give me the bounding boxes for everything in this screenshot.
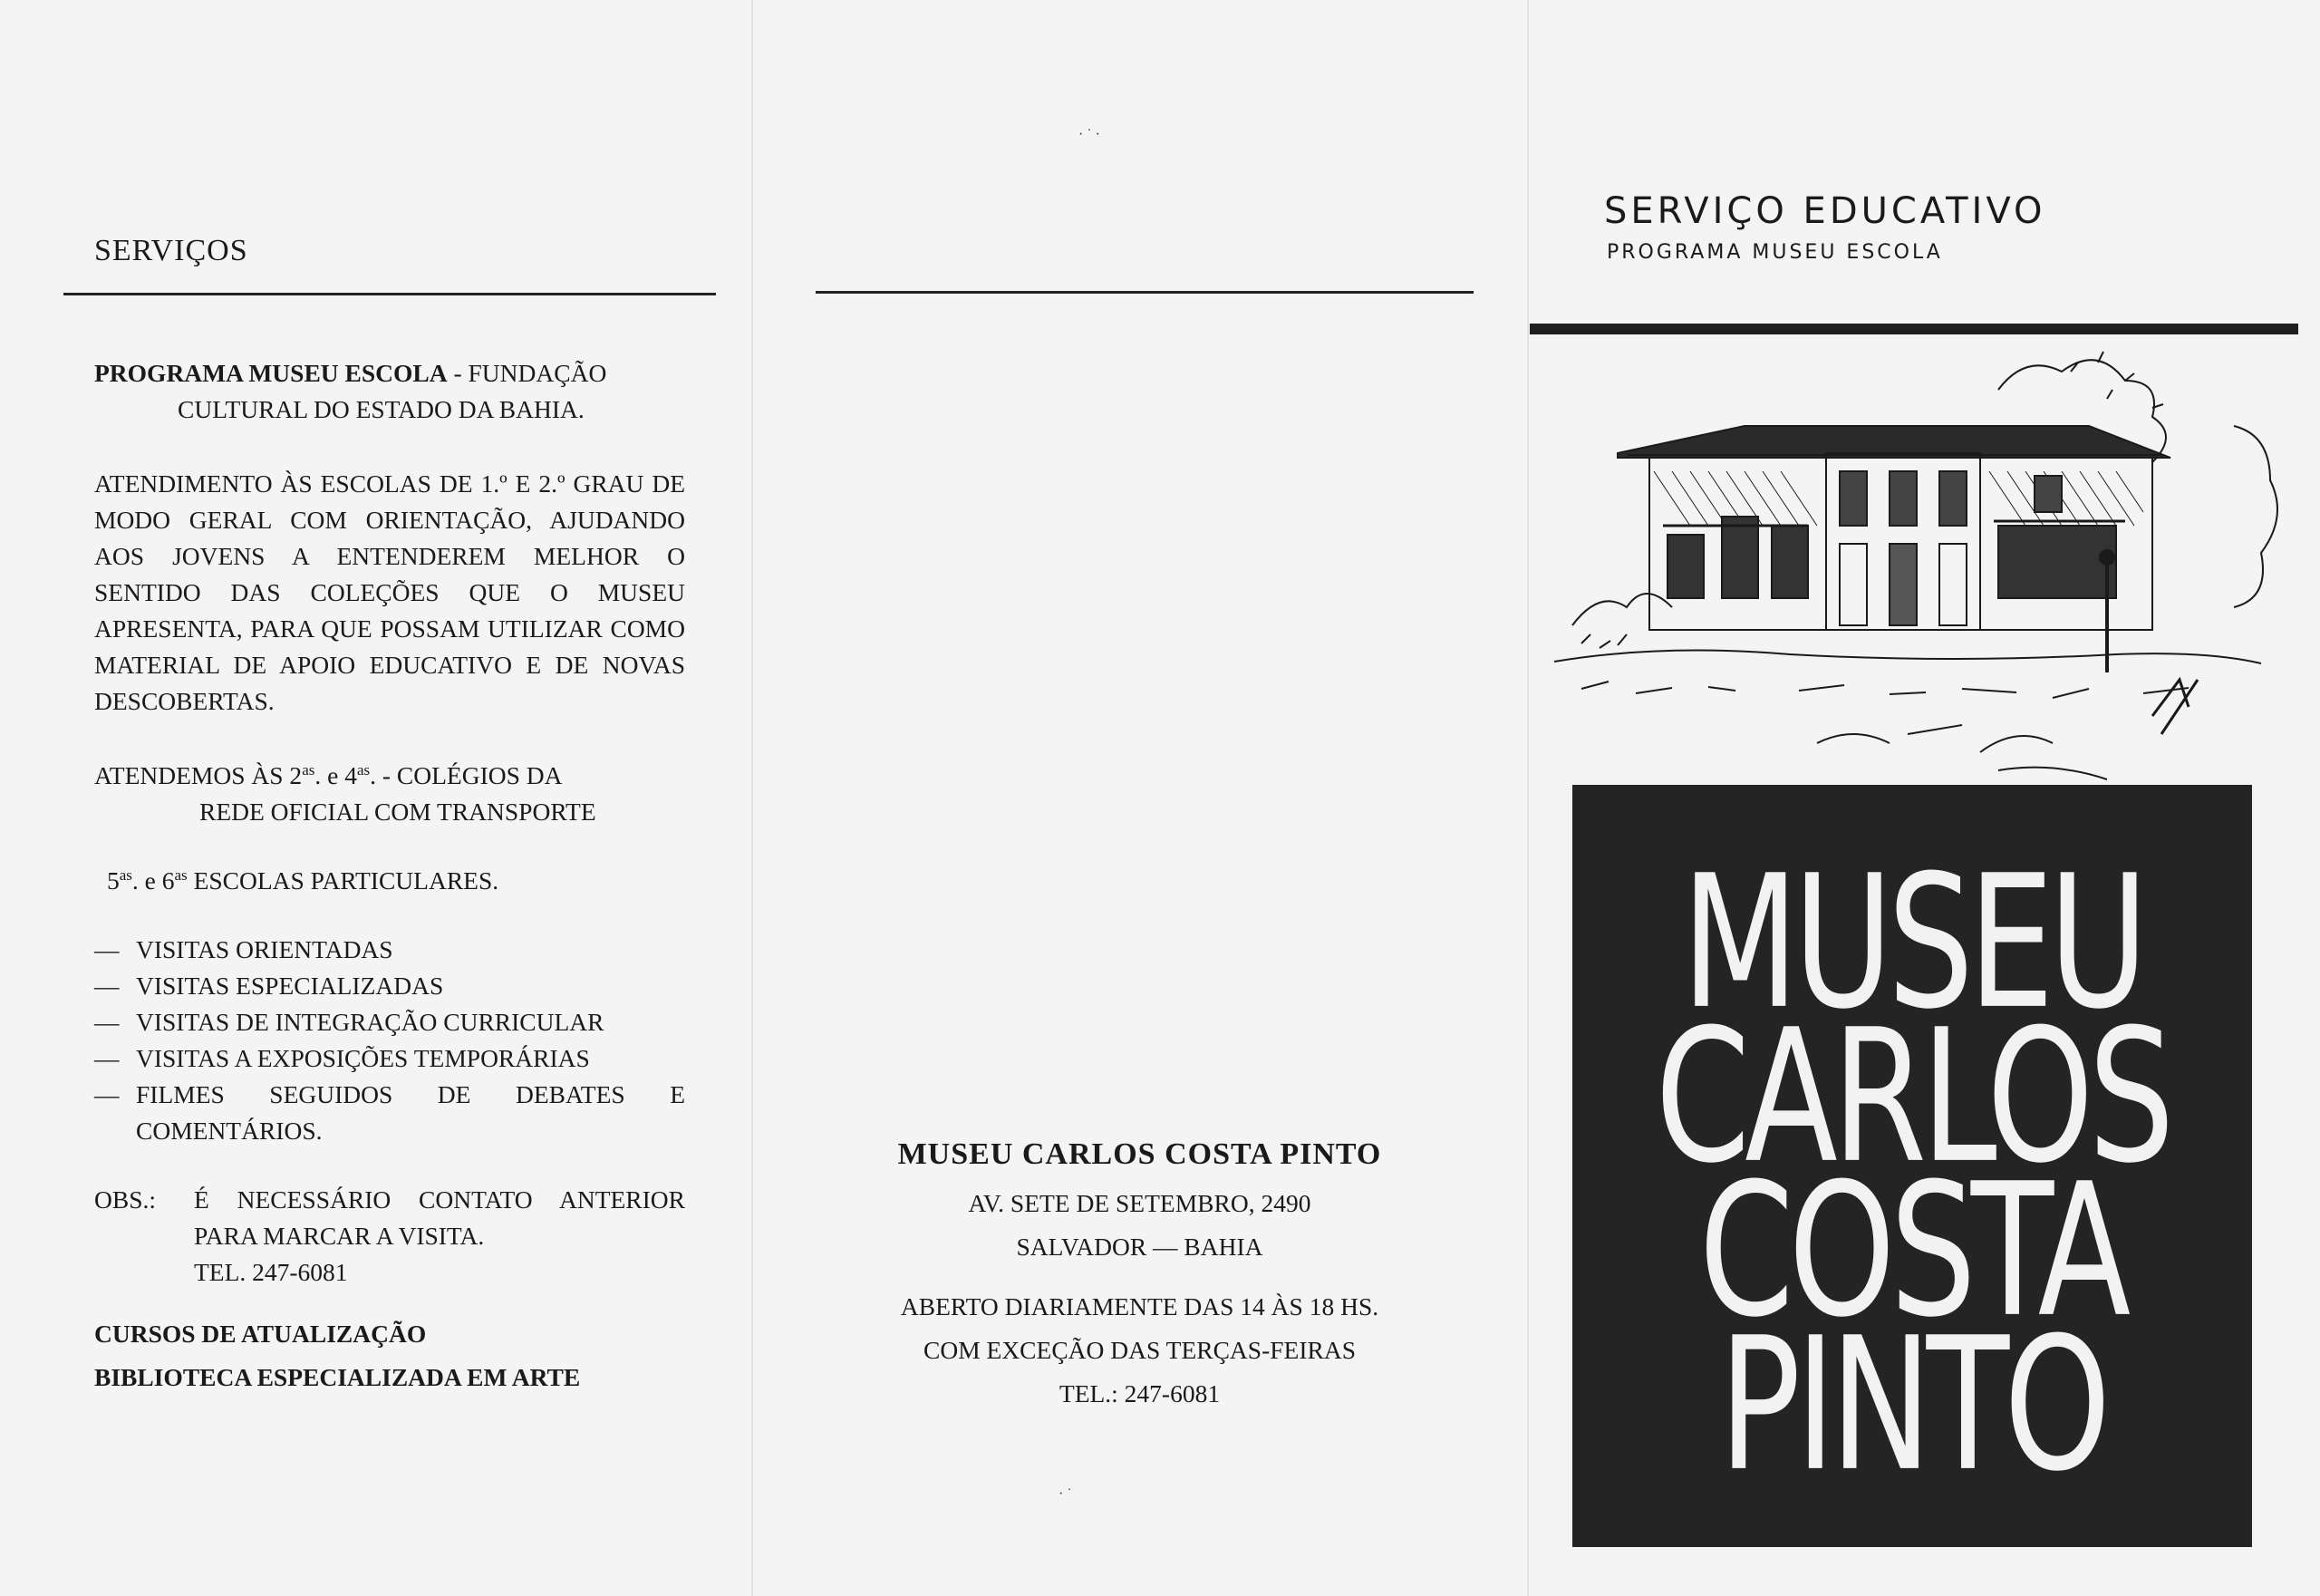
list-item-text: VISITAS A EXPOSIÇÕES TEMPORÁRIAS xyxy=(136,1044,590,1072)
cover-panel xyxy=(1527,0,2320,1596)
list-item xyxy=(94,1077,685,1149)
atendemos-text-1: ATENDEMOS ÀS 2 xyxy=(94,761,303,789)
logo-line-museu: MUSEU xyxy=(1681,837,2143,1050)
paper-speck: · ˙ xyxy=(1058,1486,1072,1502)
list-item-text: VISITAS DE INTEGRAÇÃO CURRICULAR xyxy=(136,1008,604,1036)
services-panel xyxy=(0,0,752,1596)
list-dash: — xyxy=(94,1008,120,1036)
programa-line-2: CULTURAL DO ESTADO DA BAHIA. xyxy=(178,395,585,423)
logo-line-costa: COSTA xyxy=(1698,1145,2126,1359)
list-dash: — xyxy=(94,972,120,1000)
city-state: SALVADOR — BAHIA xyxy=(1016,1233,1263,1261)
logo-line-pinto: PINTO xyxy=(1718,1299,2106,1513)
atendemos-sup-1: as xyxy=(302,760,315,779)
particulares-text-1: 5 xyxy=(107,866,120,895)
opening-hours: ABERTO DIARIAMENTE DAS 14 ÀS 18 HS. xyxy=(900,1292,1379,1320)
paper-speck: · ˙ · xyxy=(1078,127,1100,142)
museum-phone: TEL.: 247-6081 xyxy=(1058,1379,1221,1407)
list-dash: — xyxy=(94,1080,120,1108)
services-heading: SERVIÇOS xyxy=(94,234,248,267)
obs-label: OBS.: xyxy=(94,1185,157,1214)
atendemos-text-3: . - COLÉGIOS DA xyxy=(370,761,563,789)
list-item xyxy=(94,1004,685,1040)
logo-line-carlos: CARLOS xyxy=(1655,991,2170,1204)
list-item-text: VISITAS ORIENTADAS xyxy=(136,935,393,963)
services-heading-rule xyxy=(63,293,716,295)
list-item-text: FILMES SEGUIDOS DE DEBATES E COMENTÁRIOS. xyxy=(136,1080,685,1145)
list-item xyxy=(94,932,685,968)
particulares-line xyxy=(94,863,685,899)
particulares-sup-2: as xyxy=(174,866,188,884)
list-item xyxy=(94,1040,685,1077)
list-dash: — xyxy=(94,935,120,963)
particulares-sup-1: as xyxy=(119,866,132,884)
atendemos-line xyxy=(94,758,685,794)
visits-list xyxy=(94,932,685,1149)
list-item-text: VISITAS ESPECIALIZADAS xyxy=(136,972,444,1000)
museum-name: MUSEU CARLOS COSTA PINTO xyxy=(897,1137,1382,1171)
museum-logo xyxy=(1572,785,2252,1547)
cover-header-rule xyxy=(1530,324,2298,334)
museum-building-sketch xyxy=(1527,335,2306,788)
obs-body xyxy=(194,1182,685,1291)
closing-exception: COM EXCEÇÃO DAS TERÇAS-FEIRAS xyxy=(923,1336,1356,1364)
list-dash: — xyxy=(94,1044,120,1072)
obs-text: É NECESSÁRIO CONTATO ANTERIOR PARA MARCAR A VISITA. xyxy=(194,1185,685,1250)
programa-rest: - FUNDAÇÃO xyxy=(447,359,607,387)
cursos-line: CURSOS DE ATUALIZAÇÃO xyxy=(94,1320,427,1348)
particulares-text-2: . e 6 xyxy=(131,866,175,895)
program-subtitle: PROGRAMA MUSEU ESCOLA xyxy=(1607,241,1943,264)
atendemos-text-2: . e 4 xyxy=(314,761,357,789)
museum-address-block xyxy=(752,1133,1527,1416)
educational-service-title: SERVIÇO EDUCATIVO xyxy=(1604,190,2046,232)
obs-tel: TEL. 247-6081 xyxy=(194,1258,348,1286)
biblioteca-line: BIBLIOTECA ESPECIALIZADA EM ARTE xyxy=(94,1363,581,1391)
atendemos-line-2: REDE OFICIAL COM TRANSPORTE xyxy=(199,798,596,826)
services-body xyxy=(94,355,685,1399)
atendemos-sup-2: as xyxy=(356,760,371,779)
atendimento-paragraph: ATENDIMENTO ÀS ESCOLAS DE 1.º E 2.º GRAU DE MODO GERAL COM ORIENTAÇÃO, AJUDANDO AOS JOVENS A ENTENDEREM MELHOR O SENTIDO DAS COLEÇÕES QUE O MUSEU APRESENTA, PARA QUE POSSAM UTILIZAR COMO MATERIAL DE APOIO EDUCATIVO E DE NOVAS DESCOBERTAS. xyxy=(94,469,685,715)
address-label-rule xyxy=(816,291,1474,294)
address-panel xyxy=(752,0,1527,1596)
list-item xyxy=(94,968,685,1004)
street-address: AV. SETE DE SETEMBRO, 2490 xyxy=(968,1189,1311,1217)
particulares-text-3: ESCOLAS PARTICULARES. xyxy=(187,866,499,895)
programa-bold: PROGRAMA MUSEU ESCOLA xyxy=(94,359,448,387)
obs-note xyxy=(94,1182,685,1291)
programa-line xyxy=(94,355,685,392)
